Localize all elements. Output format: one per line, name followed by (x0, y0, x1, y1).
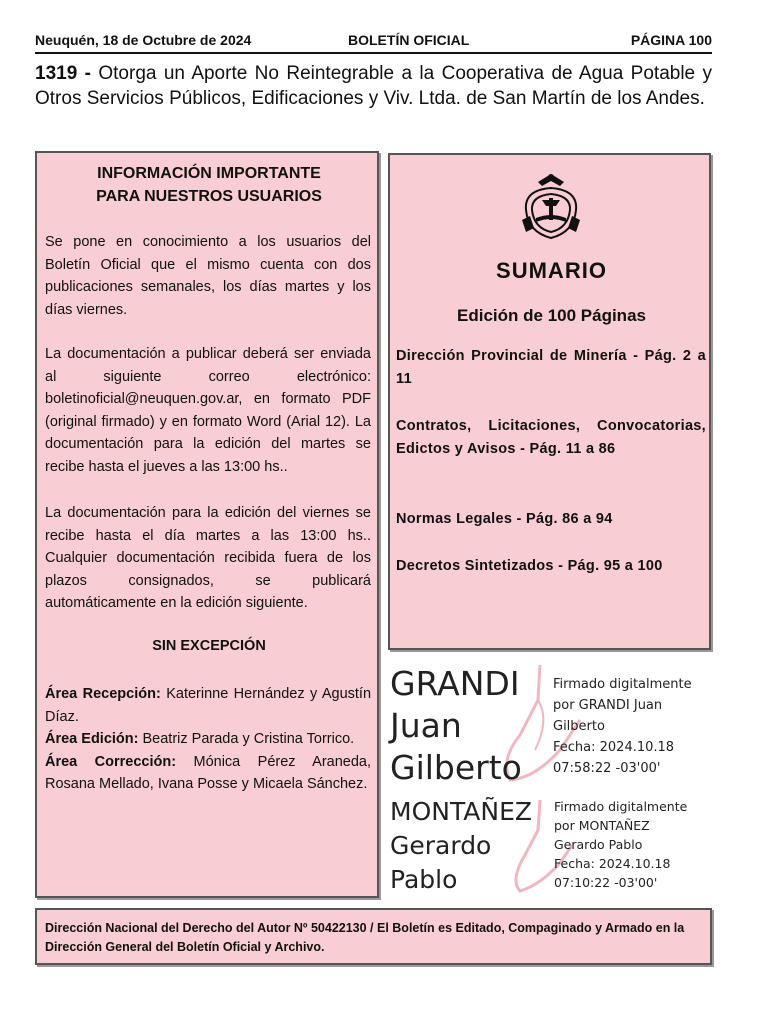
coat-of-arms-emblem (516, 170, 586, 242)
signature-name-line: GRANDI (390, 664, 520, 703)
signature-detail-line: por GRANDI Juan (553, 698, 663, 713)
area-label: Área Recepción: (45, 686, 161, 702)
signature-detail-line: Gerardo Pablo (554, 837, 643, 852)
info-paragraph-3: La documentación para la edición del viernes se recibe hasta el día martes a las 13:00 hs.. Cualquier documentación recibida fuera de los plazos consignados, se publicará automáticamente en la edición siguiente. (45, 505, 371, 611)
signature-detail-line: Fecha: 2024.10.18 (554, 856, 671, 871)
sin-excepcion: SIN EXCEPCIÓN (152, 638, 266, 654)
footer-box (35, 908, 712, 965)
area-names: Mónica Pérez Araneda, Rosana Mellado, Ivana Posse y Micaela Sánchez. (45, 753, 372, 792)
header-publication: BOLETÍN OFICIAL (348, 32, 470, 48)
area-names: Beatriz Parada y Cristina Torrico. (142, 731, 355, 747)
signature-detail-montanez (554, 797, 687, 892)
signature-detail-line: 07:10:22 -03'00' (554, 875, 658, 890)
signature-name-line: Gilberto (390, 748, 522, 787)
area-item (45, 751, 371, 796)
info-heading (37, 162, 381, 208)
sumario-item: Dirección Provincial de Minería - Pág. 2 a 11 (396, 348, 706, 387)
sumario-title: SUMARIO (496, 258, 607, 283)
signature-detail-line: 07:58:22 -03'00' (553, 761, 661, 776)
signature-detail-line: Firmado digitalmente (553, 677, 692, 692)
resolution-text: Otorga un Aporte No Reintegrable a la Cooperativa de Agua Potable y Otros Servicios Públicos, Edificaciones y Viv. Ltda. de San Martín de los Andes. (35, 63, 712, 109)
area-label: Área Corrección: (45, 753, 177, 770)
signature-detail-grandi (553, 674, 692, 779)
footer-text: Dirección Nacional del Derecho del Autor Nº 50422130 / El Boletín es Editado, Compaginado y Armado en la Dirección General del Boletín Oficial y Archivo. (45, 921, 685, 954)
sumario-item: Normas Legales - Pág. 86 a 94 (396, 511, 613, 527)
signature-name-grandi (390, 663, 522, 789)
area-item (45, 728, 371, 751)
signature-name-line: MONTAÑEZ (390, 797, 533, 826)
sumario-item: Contratos, Licitaciones, Convocatorias, Edictos y Avisos - Pág. 11 a 86 (396, 418, 706, 457)
header-page-number: PÁGINA 100 (630, 32, 712, 48)
info-heading-line2: PARA NUESTROS USUARIOS (96, 188, 322, 205)
info-box (35, 151, 379, 898)
resolution-title (35, 61, 712, 111)
info-paragraph-2: La documentación a publicar deberá ser enviada al siguiente correo electrónico: boletinoficial@neuquen.gov.ar, en formato PDF (original firmado) y en formato Word (Arial 12). La documentación para la edición del martes se recibe hasta el jueves a las 13:00 hs.. (45, 346, 371, 475)
signature-detail-line: Firmado digitalmente (554, 799, 688, 814)
signature-name-line: Juan (390, 706, 462, 745)
info-heading-line1: INFORMACIÓN IMPORTANTE (97, 165, 321, 182)
page-header (35, 30, 712, 54)
sumario-edition: Edición de 100 Páginas (457, 306, 646, 325)
signature-name-line: Pablo (390, 865, 458, 894)
info-paragraph-1: Se pone en conocimiento a los usuarios del Boletín Oficial que el mismo cuenta con dos publicaciones semanales, los días martes y los días viernes. (45, 234, 371, 318)
area-label: Área Edición: (45, 731, 139, 747)
signature-detail-line: Fecha: 2024.10.18 (553, 740, 675, 755)
header-location-date: Neuquén, 18 de Octubre de 2024 (35, 32, 252, 48)
signature-name-line: Gerardo (390, 831, 492, 860)
signature-detail-line: Gilberto (553, 719, 605, 734)
sumario-item: Decretos Sintetizados - Pág. 95 a 100 (396, 558, 663, 574)
area-item (45, 683, 371, 728)
area-names: Katerinne Hernández y Agustín Díaz. (45, 686, 372, 725)
signature-name-montanez (390, 795, 532, 897)
resolution-number: 1319 - (35, 63, 91, 84)
areas-list (45, 683, 371, 796)
signature-detail-line: por MONTAÑEZ (554, 818, 650, 833)
